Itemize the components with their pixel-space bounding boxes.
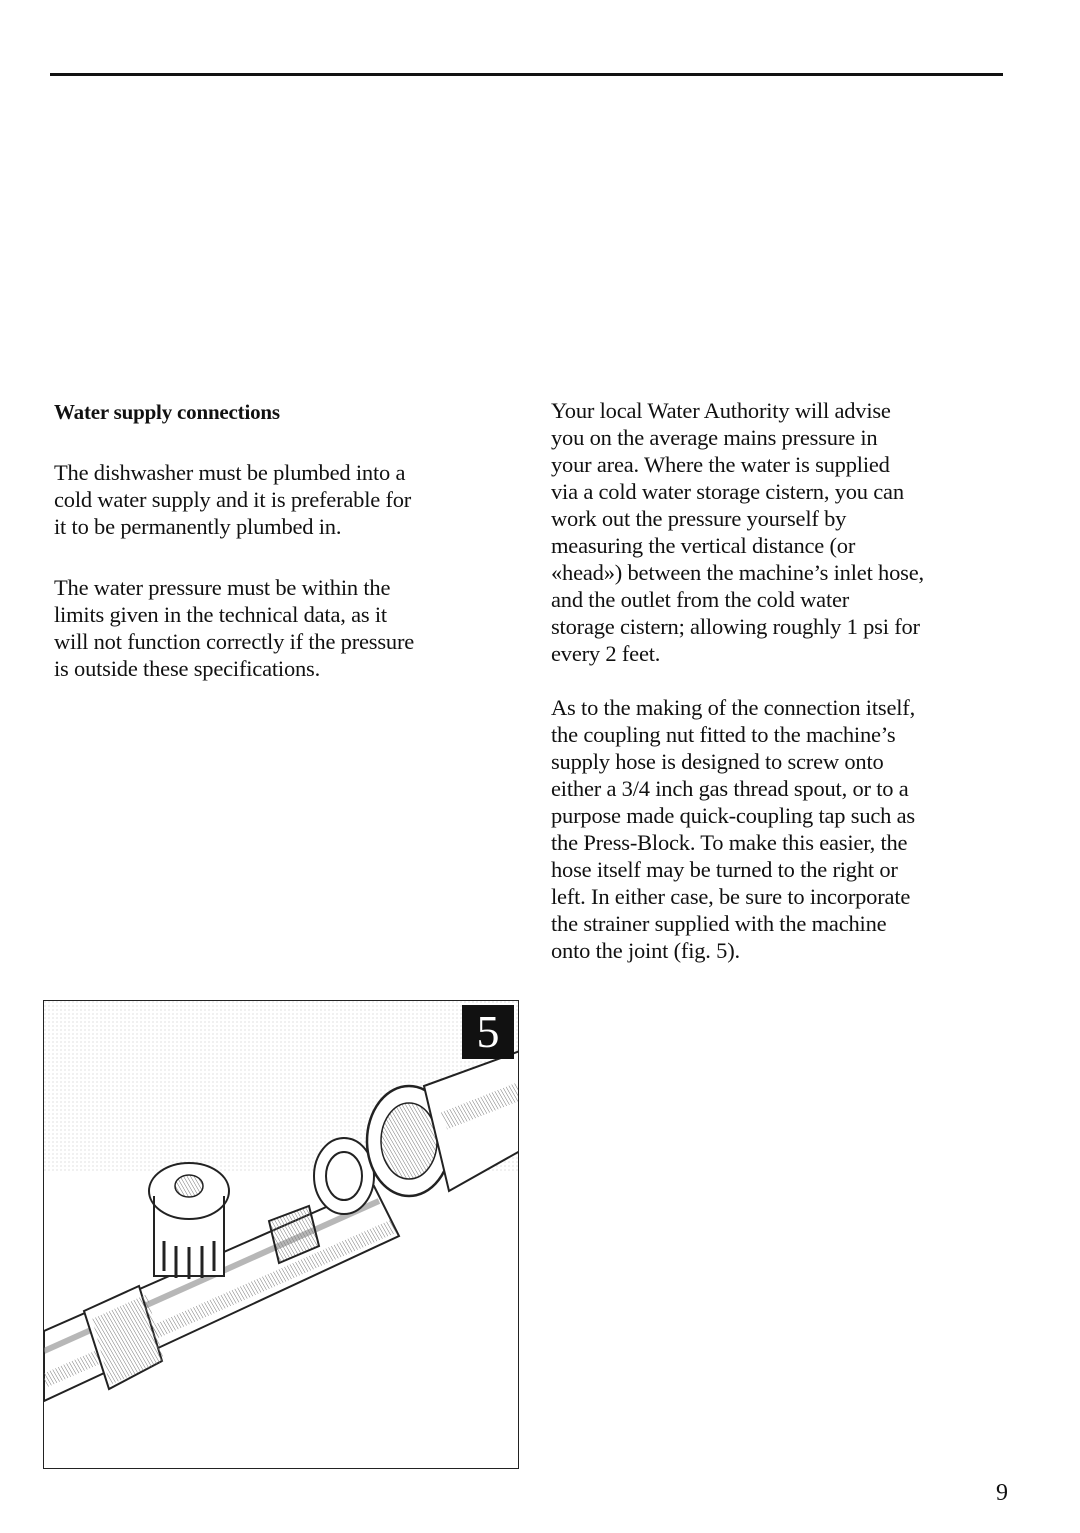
- figure-5: [43, 1000, 519, 1469]
- section-heading: Water supply connections: [54, 400, 280, 424]
- page-number: 9: [996, 1480, 1008, 1506]
- figure-number-badge: 5: [462, 1005, 514, 1059]
- paragraph: The dishwasher must be plumbed into a cold water supply and it is preferable for it to be permanently plumbed in.: [54, 460, 412, 539]
- paragraph: Your local Water Authority will advise you on the average mains pressure in your area. Where the water is supplied via a cold water storage cistern, you can work out the pressure yourself by measuring the vertical distance (or «head») between the machine’s inlet hose, and the outlet from the cold water storage cistern; allowing roughly 1 psi for every 2 feet.: [551, 398, 924, 666]
- tap-connection-illustration: [44, 1001, 519, 1469]
- left-column: [54, 372, 524, 716]
- paragraph: The water pressure must be within the limits given in the technical data, as it will not function correctly if the pressure is outside these specifications.: [54, 575, 415, 681]
- paragraph: As to the making of the connection itself, the coupling nut fitted to the machine’s supply hose is designed to screw onto either a 3/4 inch gas thread spout, or to a purpose made quick-coupling tap such as the Press-Block. To make this easier, the hose itself may be turned to the right or left. In either case, be sure to incorporate the strainer supplied with the machine onto the joint (fig. 5).: [551, 695, 916, 963]
- top-rule: [50, 73, 1003, 76]
- right-column: [551, 370, 1021, 991]
